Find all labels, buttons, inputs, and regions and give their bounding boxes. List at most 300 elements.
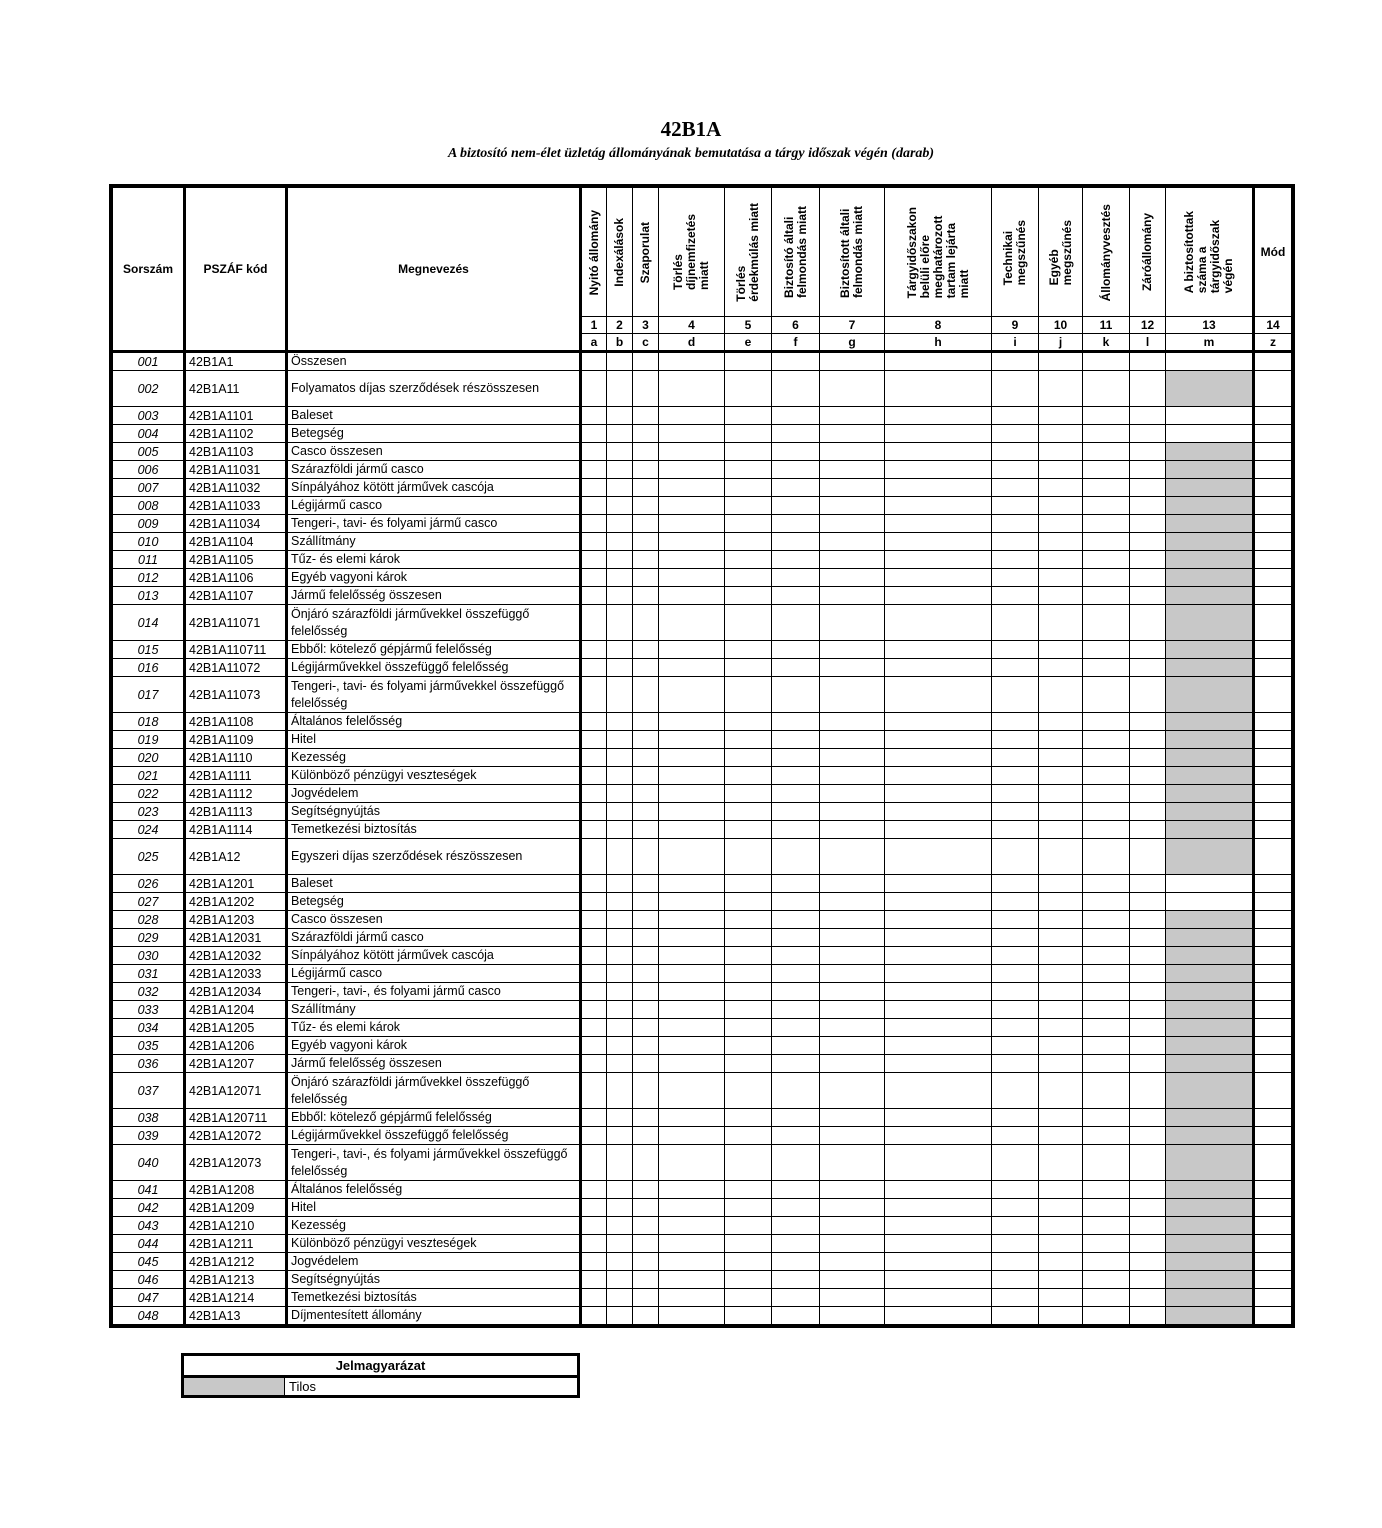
data-cell [633, 1109, 659, 1127]
data-cell [725, 515, 772, 533]
data-cell [772, 821, 820, 839]
data-cell [1254, 731, 1292, 749]
forbidden-cell [1166, 911, 1254, 929]
data-cell [992, 1307, 1039, 1325]
data-cell [1083, 1199, 1130, 1217]
data-cell [885, 947, 992, 965]
data-cell [1083, 659, 1130, 677]
data-cell [1130, 1307, 1166, 1325]
data-cell [885, 1001, 992, 1019]
data-cell [581, 929, 607, 947]
header-col-number: 14 [1254, 317, 1292, 334]
row-pszaf-kod: 42B1A1211 [185, 1235, 287, 1253]
row-megnevezes: Segítségnyújtás [287, 1271, 581, 1289]
row-megnevezes: Hitel [287, 1199, 581, 1217]
forbidden-cell [1166, 713, 1254, 731]
data-cell [607, 803, 633, 821]
data-cell [725, 983, 772, 1001]
row-megnevezes: Tengeri-, tavi-, és folyami járművekkel összefüggő felelősség [287, 1145, 581, 1181]
data-cell [885, 443, 992, 461]
data-cell [607, 929, 633, 947]
forbidden-cell [1166, 587, 1254, 605]
data-cell [992, 1127, 1039, 1145]
data-cell [820, 803, 885, 821]
data-cell [725, 785, 772, 803]
table-row [113, 1037, 1292, 1055]
row-sorszam: 014 [113, 605, 185, 641]
data-cell [1083, 713, 1130, 731]
row-megnevezes: Egyéb vagyoni károk [287, 1037, 581, 1055]
data-cell [725, 443, 772, 461]
data-cell [1083, 1253, 1130, 1271]
data-cell [607, 1055, 633, 1073]
data-cell [992, 911, 1039, 929]
data-cell [992, 352, 1039, 371]
data-cell [725, 1127, 772, 1145]
data-cell [820, 1019, 885, 1037]
data-cell [1130, 352, 1166, 371]
row-pszaf-kod: 42B1A1207 [185, 1055, 287, 1073]
table-row [113, 947, 1292, 965]
data-cell [1130, 497, 1166, 515]
header-col-letter: h [885, 334, 992, 352]
header-col-2 [607, 188, 633, 317]
data-cell [820, 947, 885, 965]
table-row [113, 785, 1292, 803]
data-cell [607, 677, 633, 713]
data-cell [581, 821, 607, 839]
data-cell [1039, 731, 1083, 749]
row-sorszam: 004 [113, 425, 185, 443]
data-cell [1039, 352, 1083, 371]
data-cell [1254, 587, 1292, 605]
data-cell [992, 713, 1039, 731]
data-cell [1130, 785, 1166, 803]
data-cell [725, 893, 772, 911]
forbidden-cell [1166, 1271, 1254, 1289]
data-cell [992, 749, 1039, 767]
row-pszaf-kod: 42B1A1210 [185, 1217, 287, 1235]
data-cell [1254, 1001, 1292, 1019]
data-cell [1039, 587, 1083, 605]
data-cell [633, 875, 659, 893]
data-cell [772, 929, 820, 947]
data-cell [820, 1199, 885, 1217]
row-sorszam: 002 [113, 371, 185, 407]
row-megnevezes: Légijárművekkel összefüggő felelősség [287, 659, 581, 677]
data-cell [1130, 677, 1166, 713]
data-cell [1039, 1127, 1083, 1145]
data-cell [633, 839, 659, 875]
row-sorszam: 019 [113, 731, 185, 749]
data-cell [1130, 461, 1166, 479]
table-row [113, 677, 1292, 713]
data-cell [1083, 749, 1130, 767]
data-cell [992, 497, 1039, 515]
data-cell [633, 533, 659, 551]
row-megnevezes: Ebből: kötelező gépjármű felelősség [287, 641, 581, 659]
table-row [113, 713, 1292, 731]
table-row [113, 659, 1292, 677]
data-cell [1130, 1199, 1166, 1217]
data-cell [992, 1199, 1039, 1217]
data-cell [633, 551, 659, 569]
data-cell [992, 1109, 1039, 1127]
table-row [113, 1019, 1292, 1037]
row-pszaf-kod: 42B1A1101 [185, 407, 287, 425]
row-sorszam: 037 [113, 1073, 185, 1109]
data-cell [885, 533, 992, 551]
data-cell [633, 407, 659, 425]
row-pszaf-kod: 42B1A1209 [185, 1199, 287, 1217]
data-cell [1254, 461, 1292, 479]
data-cell [659, 965, 725, 983]
row-pszaf-kod: 42B1A12033 [185, 965, 287, 983]
row-megnevezes: Szárazföldi jármű casco [287, 929, 581, 947]
data-cell [1083, 1307, 1130, 1325]
data-cell [607, 911, 633, 929]
data-cell [607, 641, 633, 659]
row-pszaf-kod: 42B1A1112 [185, 785, 287, 803]
data-cell [607, 569, 633, 587]
data-cell [1083, 533, 1130, 551]
data-cell [1039, 1109, 1083, 1127]
data-cell [659, 407, 725, 425]
data-cell [1039, 1037, 1083, 1055]
data-cell [659, 893, 725, 911]
header-col-label: Törlés érdekmúlás miatt [734, 203, 761, 302]
data-cell [820, 641, 885, 659]
data-cell [885, 929, 992, 947]
data-cell [1039, 425, 1083, 443]
data-cell [659, 1145, 725, 1181]
data-cell [1083, 1073, 1130, 1109]
data-cell [1039, 1217, 1083, 1235]
data-cell [1130, 1073, 1166, 1109]
data-cell [820, 352, 885, 371]
data-cell [772, 803, 820, 821]
header-col-label: A biztosítottak száma a tárgyidőszak végén [1182, 211, 1235, 294]
table-row [113, 1289, 1292, 1307]
row-sorszam: 008 [113, 497, 185, 515]
table-row [113, 352, 1292, 371]
header-col-13 [1166, 188, 1254, 317]
data-cell [659, 713, 725, 731]
data-cell [581, 587, 607, 605]
header-col-letter: i [992, 334, 1039, 352]
data-cell [820, 1073, 885, 1109]
data-cell [772, 371, 820, 407]
data-cell [820, 605, 885, 641]
table-row [113, 749, 1292, 767]
data-cell [581, 407, 607, 425]
data-cell [659, 1073, 725, 1109]
data-cell [885, 785, 992, 803]
data-cell [581, 1271, 607, 1289]
header-col-number: 10 [1039, 317, 1083, 334]
data-cell [1083, 947, 1130, 965]
data-cell [1039, 785, 1083, 803]
data-cell [1083, 821, 1130, 839]
data-cell [1254, 911, 1292, 929]
data-cell [885, 839, 992, 875]
data-cell [992, 1271, 1039, 1289]
data-cell [885, 605, 992, 641]
row-sorszam: 025 [113, 839, 185, 875]
data-cell [633, 893, 659, 911]
forbidden-cell [1166, 605, 1254, 641]
row-sorszam: 013 [113, 587, 185, 605]
data-cell [1254, 1217, 1292, 1235]
forbidden-cell [1166, 1217, 1254, 1235]
row-pszaf-kod: 42B1A11073 [185, 677, 287, 713]
row-pszaf-kod: 42B1A12073 [185, 1145, 287, 1181]
data-cell [1130, 659, 1166, 677]
table-row [113, 443, 1292, 461]
data-cell [1130, 1181, 1166, 1199]
data-cell [581, 641, 607, 659]
data-cell [820, 767, 885, 785]
data-cell [659, 1217, 725, 1235]
data-cell [1254, 497, 1292, 515]
data-cell [1039, 947, 1083, 965]
data-cell [1039, 407, 1083, 425]
header-label-row [113, 188, 1292, 317]
row-sorszam: 044 [113, 1235, 185, 1253]
row-sorszam: 033 [113, 1001, 185, 1019]
data-cell [581, 533, 607, 551]
data-cell [659, 371, 725, 407]
forbidden-cell [1166, 839, 1254, 875]
data-cell [659, 551, 725, 569]
data-cell [820, 587, 885, 605]
data-cell [992, 425, 1039, 443]
data-cell [1039, 515, 1083, 533]
data-cell [633, 497, 659, 515]
row-pszaf-kod: 42B1A11034 [185, 515, 287, 533]
data-cell [1254, 1073, 1292, 1109]
data-cell [1254, 551, 1292, 569]
data-cell [607, 1145, 633, 1181]
data-cell [659, 1271, 725, 1289]
row-sorszam: 028 [113, 911, 185, 929]
row-pszaf-kod: 42B1A13 [185, 1307, 287, 1325]
row-pszaf-kod: 42B1A11032 [185, 479, 287, 497]
row-megnevezes: Általános felelősség [287, 713, 581, 731]
row-pszaf-kod: 42B1A1204 [185, 1001, 287, 1019]
data-cell [1130, 803, 1166, 821]
data-cell [772, 1001, 820, 1019]
data-cell [581, 911, 607, 929]
row-sorszam: 048 [113, 1307, 185, 1325]
data-cell [633, 731, 659, 749]
data-cell [772, 677, 820, 713]
data-cell [725, 947, 772, 965]
data-cell [659, 659, 725, 677]
row-sorszam: 036 [113, 1055, 185, 1073]
data-cell [725, 587, 772, 605]
data-cell [633, 1271, 659, 1289]
data-cell [725, 965, 772, 983]
data-cell [607, 1019, 633, 1037]
data-cell [992, 893, 1039, 911]
data-cell [725, 821, 772, 839]
data-cell [885, 731, 992, 749]
data-cell [1254, 533, 1292, 551]
data-cell [1254, 569, 1292, 587]
row-sorszam: 012 [113, 569, 185, 587]
data-cell [885, 965, 992, 983]
data-cell [772, 731, 820, 749]
row-megnevezes: Szállítmány [287, 1001, 581, 1019]
data-cell [1254, 1307, 1292, 1325]
data-cell [992, 407, 1039, 425]
forbidden-cell [1166, 1235, 1254, 1253]
data-cell [820, 551, 885, 569]
data-cell [1039, 821, 1083, 839]
data-cell [1039, 461, 1083, 479]
data-cell [885, 1019, 992, 1037]
row-pszaf-kod: 42B1A1109 [185, 731, 287, 749]
data-cell [633, 569, 659, 587]
data-cell [659, 1181, 725, 1199]
data-cell [820, 1289, 885, 1307]
data-cell [885, 425, 992, 443]
row-sorszam: 032 [113, 983, 185, 1001]
row-sorszam: 022 [113, 785, 185, 803]
data-cell [607, 1109, 633, 1127]
data-cell [1130, 605, 1166, 641]
data-cell [1039, 1073, 1083, 1109]
data-cell [725, 551, 772, 569]
row-pszaf-kod: 42B1A12 [185, 839, 287, 875]
data-cell [633, 767, 659, 785]
header-col-letter: a [581, 334, 607, 352]
row-sorszam: 010 [113, 533, 185, 551]
forbidden-cell [1166, 803, 1254, 821]
data-cell [633, 479, 659, 497]
row-megnevezes: Casco összesen [287, 911, 581, 929]
data-cell [725, 569, 772, 587]
data-cell [607, 587, 633, 605]
data-cell [772, 749, 820, 767]
legend-item-label: Tilos [289, 1379, 316, 1394]
data-cell [1130, 569, 1166, 587]
data-cell [885, 479, 992, 497]
data-cell [1254, 1019, 1292, 1037]
data-cell [1039, 713, 1083, 731]
data-cell [607, 1001, 633, 1019]
data-cell [820, 731, 885, 749]
data-cell [1083, 1145, 1130, 1181]
data-cell [820, 1181, 885, 1199]
data-cell [1254, 785, 1292, 803]
data-cell [1083, 785, 1130, 803]
data-cell [1130, 371, 1166, 407]
data-cell [820, 515, 885, 533]
forbidden-cell [1166, 641, 1254, 659]
data-cell [885, 893, 992, 911]
data-cell [725, 1253, 772, 1271]
data-cell [659, 497, 725, 515]
data-cell [725, 875, 772, 893]
header-col-8 [885, 188, 992, 317]
data-cell [820, 425, 885, 443]
header-col-letter: e [725, 334, 772, 352]
data-cell [772, 515, 820, 533]
data-cell [607, 1253, 633, 1271]
data-cell [885, 407, 992, 425]
table-row [113, 425, 1292, 443]
header-col-letter: l [1130, 334, 1166, 352]
data-cell [659, 587, 725, 605]
table-row [113, 1217, 1292, 1235]
data-cell [1083, 641, 1130, 659]
data-cell [1083, 497, 1130, 515]
data-cell [1083, 1127, 1130, 1145]
data-cell [725, 425, 772, 443]
row-megnevezes: Önjáró szárazföldi járművekkel összefüggő felelősség [287, 605, 581, 641]
forbidden-cell [1166, 1055, 1254, 1073]
data-cell [885, 1109, 992, 1127]
header-sorszam: Sorszám [113, 188, 185, 352]
data-cell [607, 352, 633, 371]
header-col-9 [992, 188, 1039, 317]
data-cell [581, 965, 607, 983]
data-cell [581, 1073, 607, 1109]
row-sorszam: 017 [113, 677, 185, 713]
data-cell [1130, 533, 1166, 551]
data-cell [1254, 947, 1292, 965]
row-megnevezes: Temetkezési biztosítás [287, 1289, 581, 1307]
data-cell [581, 731, 607, 749]
data-cell [607, 965, 633, 983]
forbidden-cell [1166, 677, 1254, 713]
data-cell [725, 1109, 772, 1127]
header-col-letter: m [1166, 334, 1254, 352]
data-cell [820, 533, 885, 551]
data-cell [581, 1037, 607, 1055]
data-cell [725, 1235, 772, 1253]
data-cell [633, 587, 659, 605]
forbidden-cell [1166, 821, 1254, 839]
data-cell [992, 1181, 1039, 1199]
data-cell [885, 677, 992, 713]
header-col-number: 5 [725, 317, 772, 334]
data-cell [1254, 1127, 1292, 1145]
data-cell [1254, 641, 1292, 659]
data-cell [725, 839, 772, 875]
data-cell [633, 947, 659, 965]
row-sorszam: 029 [113, 929, 185, 947]
data-cell [725, 479, 772, 497]
data-cell [581, 893, 607, 911]
table-row [113, 371, 1292, 407]
data-cell [992, 371, 1039, 407]
data-cell [633, 352, 659, 371]
data-cell [607, 875, 633, 893]
data-cell [633, 1019, 659, 1037]
row-pszaf-kod: 42B1A12031 [185, 929, 287, 947]
data-cell [772, 1199, 820, 1217]
data-cell [1166, 407, 1254, 425]
data-cell [772, 659, 820, 677]
data-cell [581, 371, 607, 407]
header-col-number: 3 [633, 317, 659, 334]
data-cell [1166, 352, 1254, 371]
data-cell [607, 533, 633, 551]
table-row [113, 569, 1292, 587]
